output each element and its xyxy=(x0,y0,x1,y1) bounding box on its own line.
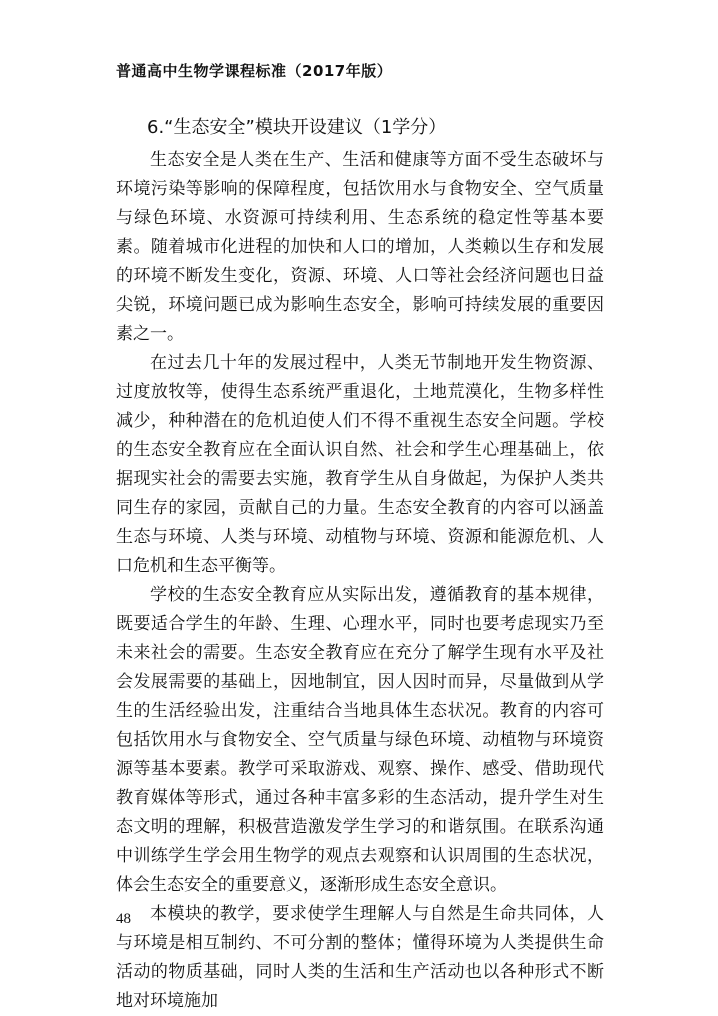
paragraph-3: 学校的生态安全教育应从实际出发，遵循教育的基本规律，既要适合学生的年龄、生理、心理水平，同时也要考虑现实乃至未来社会的需要。生态安全教育应在充分了解学生现有水平及社会发展需要的基础上，因地制宜，因人因时而异，尽量做到从学生的生活经验出发，注重结合当地具体生态状况。教育的内容可包括饮用水与食物安全、空气质量与绿色环境、动植物与环境资源等基本要素。教学可采取游戏、观察、操作、感受、借助现代教育媒体等形式，通过各种丰富多彩的生态活动，提升学生对生态文明的理解，积极营造激发学生学习的和谐氛围。在联系沟通中训练学生学会用生物学的观点去观察和认识周围的生态状况，体会生态安全的重要意义，逐渐形成生态安全意识。 xyxy=(116,585,604,895)
paragraph-1: 生态安全是人类在生产、生活和健康等方面不受生态破坏与环境污染等影响的保障程度，包括饮用水与食物安全、空气质量与绿色环境、水资源可持续利用、生态系统的稳定性等基本要素。随着城市化进程的加快和人口的增加，人类赖以生存和发展的环境不断发生变化，资源、环境、人口等社会经济问题也日益尖锐，环境问题已成为影响生态安全，影响可持续发展的重要因素之一。 xyxy=(116,150,604,344)
section-heading: 6.“生态安全”模块开设建议（1学分） xyxy=(147,117,447,138)
page-number: 48 xyxy=(116,911,131,927)
body-text xyxy=(116,146,604,1016)
running-header: 普通高中生物学课程标准（2017年版） xyxy=(116,62,393,80)
paragraph-2: 在过去几十年的发展过程中，人类无节制地开发生物资源、过度放牧等，使得生态系统严重退化，土地荒漠化，生物多样性减少，种种潜在的危机迫使人们不得不重视生态安全问题。学校的生态安全教育应在全面认识自然、社会和学生心理基础上，依据现实社会的需要去实施，教育学生从自身做起，为保护人类共同生存的家园，贡献自己的力量。生态安全教育的内容可以涵盖生态与环境、人类与环境、动植物与环境、资源和能源危机、人口危机和生态平衡等。 xyxy=(116,353,604,576)
paragraph-4: 本模块的教学，要求使学生理解人与自然是生命共同体，人与环境是相互制约、不可分割的整体；懂得环境为人类提供生命活动的物质基础，同时人类的生活和生产活动也以各种形式不断地对环境施加 xyxy=(116,904,604,1011)
